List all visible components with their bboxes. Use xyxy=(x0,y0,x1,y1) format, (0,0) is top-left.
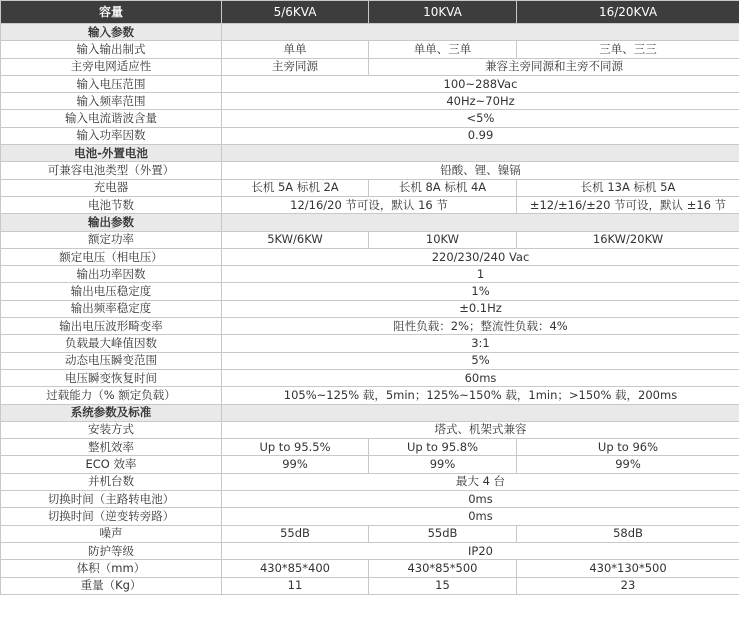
header-model-5-6kva: 5/6KVA xyxy=(222,1,369,24)
row-noise xyxy=(1,525,739,542)
row-label: 输入频率范围 xyxy=(1,93,222,110)
row-input-voltage xyxy=(1,75,739,92)
value-cell: Up to 96% xyxy=(517,439,739,456)
header-model-16-20kva: 16/20KVA xyxy=(517,1,739,24)
value-cell: 12/16/20 节可设，默认 16 节 xyxy=(222,196,517,213)
value-cell: 220/230/240 Vac xyxy=(222,248,739,265)
row-voltage-stability xyxy=(1,283,739,300)
value-cell: 兼容主旁同源和主旁不同源 xyxy=(369,58,739,75)
value-cell: 99% xyxy=(517,456,739,473)
value-cell: 55dB xyxy=(369,525,517,542)
section-output xyxy=(1,214,739,231)
value-cell: 3:1 xyxy=(222,335,739,352)
value-cell: 105%~125% 载，5min；125%~150% 载，1min；>150% 载，200ms xyxy=(222,387,739,404)
row-input-thd xyxy=(1,110,739,127)
row-label: 输出功率因数 xyxy=(1,266,222,283)
section-title: 系统参数及标准 xyxy=(1,404,222,421)
row-label: 充电器 xyxy=(1,179,222,196)
value-cell: 16KW/20KW xyxy=(517,231,739,248)
section-filler xyxy=(222,214,739,231)
row-switch-main-battery xyxy=(1,491,739,508)
row-dimensions xyxy=(1,560,739,577)
section-filler xyxy=(222,404,739,421)
section-battery xyxy=(1,145,739,162)
row-installation xyxy=(1,421,739,438)
value-cell: 最大 4 台 xyxy=(222,473,739,490)
row-label: 防护等级 xyxy=(1,542,222,559)
value-cell: 99% xyxy=(222,456,369,473)
row-label: 切换时间（逆变转旁路） xyxy=(1,508,222,525)
section-system xyxy=(1,404,739,421)
row-label: 切换时间（主路转电池） xyxy=(1,491,222,508)
value-cell: 5KW/6KW xyxy=(222,231,369,248)
row-crest-factor xyxy=(1,335,739,352)
row-label: 重量（Kg） xyxy=(1,577,222,594)
section-title: 电池-外置电池 xyxy=(1,145,222,162)
value-cell: 55dB xyxy=(222,525,369,542)
value-cell: 430*130*500 xyxy=(517,560,739,577)
value-cell: ±12/±16/±20 节可设，默认 ±16 节 xyxy=(517,196,739,213)
value-cell: 长机 13A 标机 5A xyxy=(517,179,739,196)
value-cell: 99% xyxy=(369,456,517,473)
value-cell: 主旁同源 xyxy=(222,58,369,75)
value-cell: 0.99 xyxy=(222,127,739,144)
value-cell: 阻性负载：2%；整流性负载：4% xyxy=(222,318,739,335)
value-cell: 0ms xyxy=(222,491,739,508)
row-label: 电压瞬变恢复时间 xyxy=(1,369,222,386)
row-battery-type xyxy=(1,162,739,179)
row-charger xyxy=(1,179,739,196)
value-cell: 23 xyxy=(517,577,739,594)
row-input-output-system xyxy=(1,41,739,58)
row-input-frequency xyxy=(1,93,739,110)
row-bypass-grid xyxy=(1,58,739,75)
value-cell: 1% xyxy=(222,283,739,300)
value-cell: 100~288Vac xyxy=(222,75,739,92)
row-rated-voltage xyxy=(1,248,739,265)
value-cell: 1 xyxy=(222,266,739,283)
row-weight xyxy=(1,577,739,594)
row-label: 电池节数 xyxy=(1,196,222,213)
row-label: 输入电压范围 xyxy=(1,75,222,92)
value-cell: Up to 95.8% xyxy=(369,439,517,456)
value-cell: 塔式、机架式兼容 xyxy=(222,421,739,438)
section-filler xyxy=(222,145,739,162)
row-label: 额定功率 xyxy=(1,231,222,248)
row-label: 体积（mm） xyxy=(1,560,222,577)
section-filler xyxy=(222,24,739,41)
value-cell: 长机 8A 标机 4A xyxy=(369,179,517,196)
value-cell: 5% xyxy=(222,352,739,369)
value-cell: ±0.1Hz xyxy=(222,300,739,317)
row-battery-count xyxy=(1,196,739,213)
row-label: 输出电压稳定度 xyxy=(1,283,222,300)
value-cell: 10KW xyxy=(369,231,517,248)
row-transient-range xyxy=(1,352,739,369)
row-switch-inverter-bypass xyxy=(1,508,739,525)
row-label: 负载最大峰值因数 xyxy=(1,335,222,352)
row-transient-recovery xyxy=(1,369,739,386)
row-label: ECO 效率 xyxy=(1,456,222,473)
row-efficiency xyxy=(1,439,739,456)
section-input xyxy=(1,24,739,41)
value-cell: 58dB xyxy=(517,525,739,542)
row-parallel xyxy=(1,473,739,490)
header-model-10kva: 10KVA xyxy=(369,1,517,24)
value-cell: <5% xyxy=(222,110,739,127)
row-label: 主旁电网适应性 xyxy=(1,58,222,75)
row-overload xyxy=(1,387,739,404)
value-cell: 长机 5A 标机 2A xyxy=(222,179,369,196)
value-cell: IP20 xyxy=(222,542,739,559)
value-cell: 15 xyxy=(369,577,517,594)
row-label: 整机效率 xyxy=(1,439,222,456)
row-rated-power xyxy=(1,231,739,248)
row-output-pf xyxy=(1,266,739,283)
row-label: 额定电压（相电压） xyxy=(1,248,222,265)
value-cell: 40Hz~70Hz xyxy=(222,93,739,110)
row-label: 输入电流谐波含量 xyxy=(1,110,222,127)
row-label: 输出电压波形畸变率 xyxy=(1,318,222,335)
row-input-pf xyxy=(1,127,739,144)
row-protection xyxy=(1,542,739,559)
value-cell: 11 xyxy=(222,577,369,594)
row-label: 噪声 xyxy=(1,525,222,542)
spec-table-body xyxy=(1,24,739,595)
row-eco-efficiency xyxy=(1,456,739,473)
row-label: 输出频率稳定度 xyxy=(1,300,222,317)
value-cell: 单单 xyxy=(222,41,369,58)
header-capacity: 容量 xyxy=(1,1,222,24)
row-label: 输入输出制式 xyxy=(1,41,222,58)
row-label: 可兼容电池类型（外置） xyxy=(1,162,222,179)
value-cell: 三单、三三 xyxy=(517,41,739,58)
value-cell: 60ms xyxy=(222,369,739,386)
row-label: 安装方式 xyxy=(1,421,222,438)
row-label: 输入功率因数 xyxy=(1,127,222,144)
table-header-row xyxy=(1,1,739,24)
value-cell: 430*85*400 xyxy=(222,560,369,577)
value-cell: 单单、三单 xyxy=(369,41,517,58)
row-output-thd xyxy=(1,318,739,335)
row-label: 过载能力（% 额定负载） xyxy=(1,387,222,404)
value-cell: 铅酸、锂、镍镉 xyxy=(222,162,739,179)
row-label: 动态电压瞬变范围 xyxy=(1,352,222,369)
value-cell: Up to 95.5% xyxy=(222,439,369,456)
section-title: 输出参数 xyxy=(1,214,222,231)
value-cell: 0ms xyxy=(222,508,739,525)
value-cell: 430*85*500 xyxy=(369,560,517,577)
section-title: 输入参数 xyxy=(1,24,222,41)
row-label: 并机台数 xyxy=(1,473,222,490)
row-frequency-stability xyxy=(1,300,739,317)
